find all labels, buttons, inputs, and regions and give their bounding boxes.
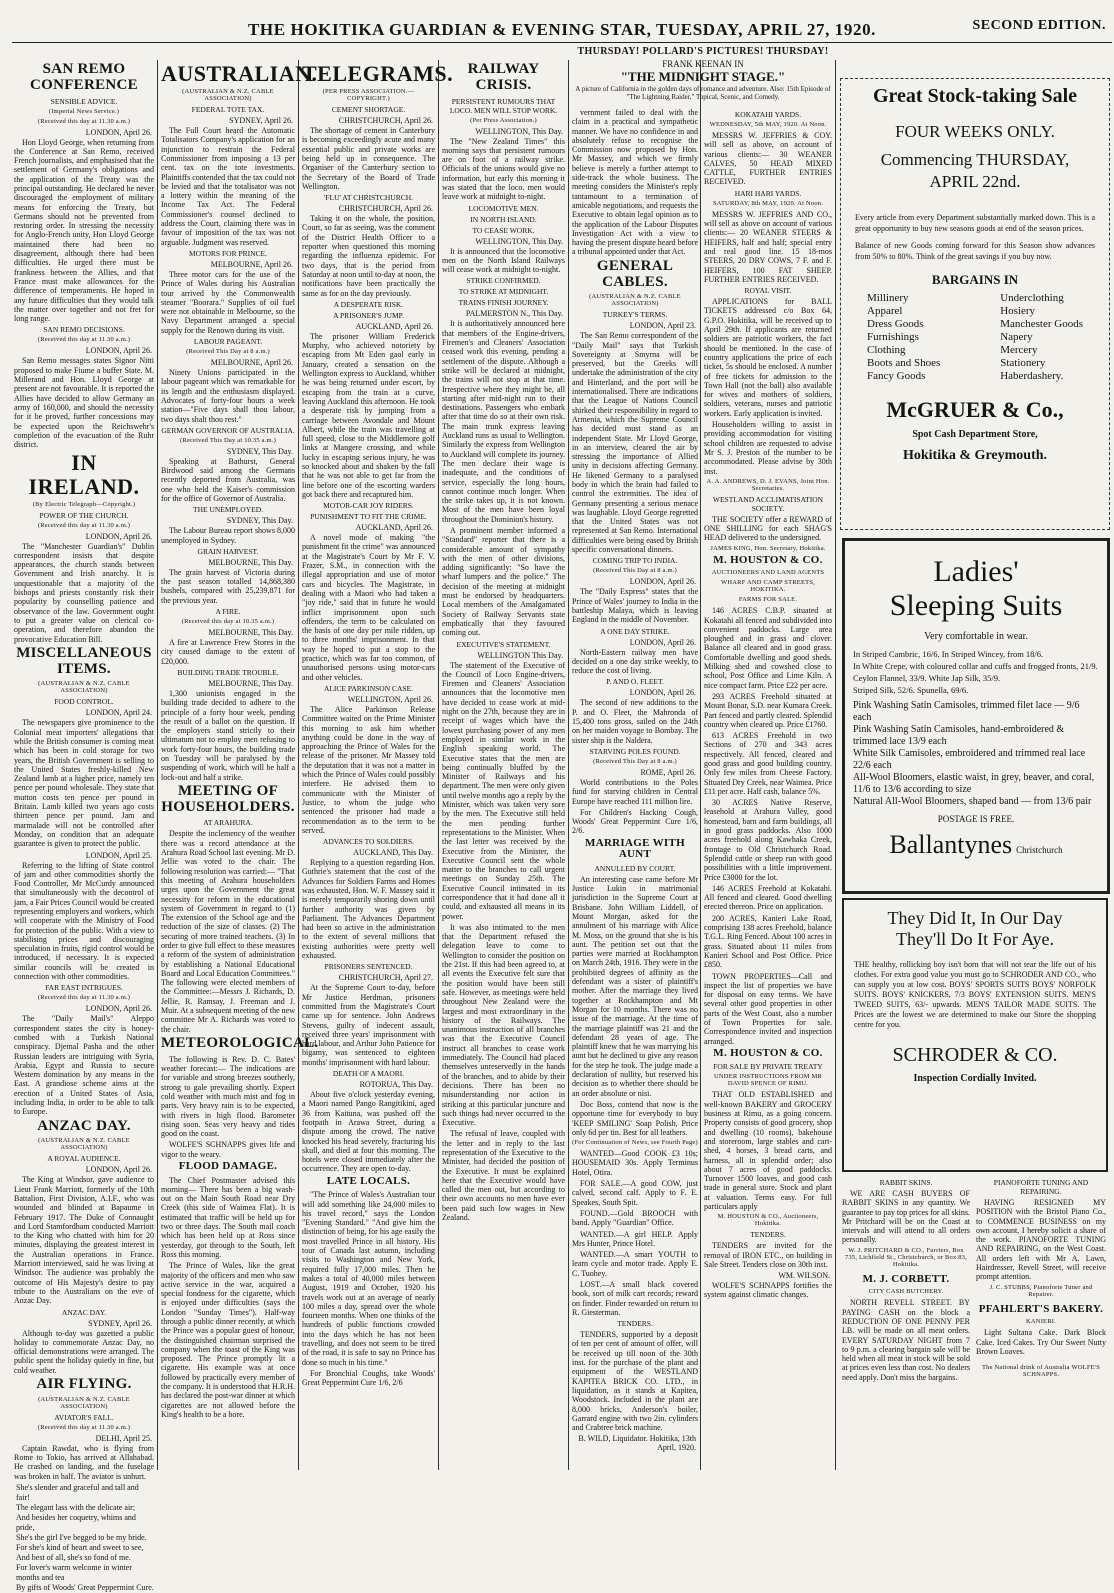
dateline: ROME, April 26. — [640, 767, 696, 777]
dateline: LONDON, April 23. — [629, 321, 696, 331]
subheadline: ROYAL VISIT. — [744, 286, 792, 296]
dateline: WELLINGTON, April 26. — [347, 694, 433, 704]
dateline: CHRISTCHURCH, April 26. — [338, 204, 433, 214]
headline: SAN REMO CONFERENCE — [29, 61, 138, 93]
headline: RAILWAY CRISIS. — [467, 61, 540, 93]
continuation-note: (For Continuation of News, see Fourth Page) — [572, 1139, 698, 1147]
ad-text: FRANK KEENAN IN — [662, 59, 744, 69]
ad-item: In White Crepe, with coloured collar and cuffs and frogged fronts, 21/9. — [853, 661, 1098, 671]
ad-item: Pink Washing Satin Camisoles, hand-embroidered & trimmed lace 13/9 each — [853, 724, 1065, 747]
headline: MEETING OF HOUSEHOLDERS. — [161, 782, 295, 815]
bargain-item: Haberdashery. — [1000, 370, 1064, 382]
dateline: PALMERSTON N., This Day. — [465, 309, 563, 319]
bargains-right — [1000, 292, 1083, 383]
ad-title: "THE MIDNIGHT STAGE." — [620, 69, 786, 84]
rabbit-skins-ad — [842, 1176, 970, 1476]
ad-text: Light Sultana Cake. Dark Block Cake. Iced Cakes. Try Our Sweet Nutty Brown Loaves. — [976, 1328, 1106, 1356]
article-text: Speaking at Bathurst, General Birdwood said among the Germans recently deported from Australia, was one who held the Kaiser's commission for the office of Governor of Australia. — [161, 456, 295, 503]
headline: AUSTRALIAN. — [161, 61, 318, 86]
pollards-pictures-ad — [572, 46, 834, 101]
column-rule — [157, 60, 158, 1470]
advert-poem — [14, 1483, 154, 1593]
ad-text: KANIERI. — [1026, 1318, 1056, 1326]
article-text: A fire at Lawrence Frew Stores in the city caused damage to the extent of £20,000. — [161, 638, 295, 666]
subheadline: BUILDING TRADE TROUBLE. — [177, 667, 279, 677]
ad-text: A picture of California in the golden days of romance and adventure. Also: 15th Episode of "The Lightning Raider," Topical, Scenic, and Comedy. — [575, 85, 831, 101]
dateline: LONDON, April 26. — [85, 531, 152, 541]
poem-line: By gifts of Woods' Great Peppermint Cure. — [16, 1582, 154, 1592]
subheadline: STRIKE CONFIRMED. — [466, 276, 541, 286]
dateline: LONDON, April 26. — [629, 637, 696, 647]
poem-line: She's slender and graceful and tall and fair! — [16, 1482, 139, 1502]
article-text: The statement of the Executive of the Council of Loco Engine-drivers, Firemen and Cleaners' Association announces that the locomotive men have decided to cease work at mid-night on the 27th, because they are in receipt of wages which have the lowest purchasing power of any men employed in similar work in the English speaking world. The Executive states that the men are being continually bluffed by the Minister of Railways and his department. The men were only given until twelve months ago a reply by the Minister, which was taken very sore by the men. The Executive still held the men pending further representations to the Minister. When the last letter was received by the Executive from the Minister, the Executive Council sent the whole matter to the branches to call urgent meetings on Sunday 25th. The Executive Council intimated in its correspondence that it had done all it could, and exhausted all means in its power. — [442, 660, 565, 921]
article-text: It is announced that the locomotive men on the North Island Railways will cease work at midnight to-night. — [442, 246, 565, 275]
column-rule — [700, 60, 701, 1470]
signature: A. A. ANDREWS, D. J. EVANS, Joint Hon. Secretaries. — [706, 477, 830, 492]
received-time: (Received this day at 11.30 a.m.) — [37, 336, 131, 344]
ad-text: POSTAGE IS FREE. — [937, 814, 1015, 824]
column-1 — [14, 60, 154, 1592]
bargain-item: Apparel — [867, 305, 903, 317]
bargain-item: Boots and Shoes — [867, 357, 941, 369]
subheadline: ANNULLED BY COURT. — [594, 863, 676, 873]
news-service: (Per Press Association.) — [470, 116, 537, 124]
subheadline: TENDERS. — [750, 1230, 786, 1240]
news-service: (Imperial News Service.) — [48, 107, 120, 115]
article-text: Replying to a question regarding Hon. Guthrie's statement that the cost of the Advances for Soldiers Farms and Homes was exhausted, Hon. W. F. Massey said it is merely temporarily shoring down until further authority was given by Parliament. The Advances Department had been so active in the administration to the extent of several millions that existing authorities were pretty well exhausted. — [302, 858, 435, 961]
subheadline: ANZAC DAY. — [61, 1307, 107, 1317]
dateline: WELLINGTON This Day. — [477, 650, 563, 660]
subheadline: WESTLAND ACCLIMATISATION SOCIETY. — [712, 494, 824, 513]
classified-ad: APPLICATIONS for BALL TICKETS addressed c/o Box 64, G.P.O. Hokitika, will be received up to April 29th. If applicants are returned soldiers are patriotic workers, the fact should be mentioned. In the case of country applications the price of each ticket, 5s should be enclosed. A number of free tickets for admission to the Town Hall (not the ball) also available for wives and mothers of soldiers, soldiers, veterans, nurses and patriotic workers. Early application is invited. — [704, 297, 832, 418]
classified-ad: MESSRS W. JEFFRIES AND CO., will sell as above on account of various clients:— 20 WEANER STEERS & HEIFERS, half and half; special entry and real good line. 15 18-mos STEERS, 20 DRY COWS, 7 F. and F. HEIFERS, 100 FAT SHEEP. FURTHER ENTRIES RECEIVED. — [704, 209, 832, 284]
article-text: North-Eastern railway men have decided on a one day strike weekly, to reduce the cost of living. — [572, 647, 698, 676]
dateline: SYDNEY, This Day. — [226, 446, 293, 456]
news-service: (AUSTRALIAN & N.Z. CABLE ASSOCIATION) — [38, 1137, 130, 1152]
bargain-item: Manchester Goods — [1000, 318, 1083, 330]
subheadline: RABBIT SKINS. — [879, 1178, 933, 1187]
subheadline: FOOD CONTROL. — [54, 697, 114, 707]
classified-ad: WANTED—Good COOK £3 10s; HOUSEMAID 30s. Apply Terminus Hotel, Otira. — [572, 1149, 698, 1177]
bargain-item: Furnishings — [867, 331, 919, 343]
article-text: The San Remo correspondent of the "Daily Mail" says that Turkish Sovereignty at Smyrna will be preserved, but the Greeks will undertake the administration of the city and Hinterland, and the port will be internationalised. There are indications that the League of Nations Council shirked their responsibility in regard to Armenia, which the Supreme Council has decided must stand as an independent State. Mr Lloyd George, in an interview, cleared the air by stressing the importance of Allied unity in decisions affecting Germany. He likened Germany to a paralysed body in which the brain had failed to control the extremities. The idea of Germany presenting a serious menace was laughable. Lloyd George regretted that the United States was not represented at San Remo. International difficulties were being eased by British specific conversational dinners. — [572, 331, 698, 555]
dateline: DELHI, April 25. — [95, 1433, 152, 1443]
classified-ad: TENDERS, supported by a deposit of ten per cent of amount of offer, will be received up till noon of the 30th inst. for the purchase of the plant and equipment of the WESTLAND KAPITEA BRICK CO. LTD., in liquidation, as it stands at Kapitea, Woodstock. Included in the plant are 8,000 bricks, Anderson's boiler, Garrard engine with two 2in. cylinders and Crabtree brick machine. — [572, 1330, 698, 1433]
ad-text: FARMS FOR SALE. — [738, 596, 798, 604]
classified-ad: FOR SALE.—A good COW, just calved, second calf. Apply to F. E. Speakes, South Spit. — [572, 1179, 698, 1207]
classified-ad: THE SOCIETY offer a REWARD of ONE SHILLING for each SHAG'S HEAD delivered to the undersigned. — [704, 514, 832, 543]
ad-title: They'll Do It For Aye. — [895, 929, 1055, 949]
ad-text: Very comfortable in wear. — [924, 631, 1028, 642]
farm-listing: TOWN PROPERTIES—Call and inspect the list of properties we have for disposal on easy terms. We have several other good properties in other parts of the West Coast, also a number of Town Properties for sale. Correspondence invited and inspection arranged. — [704, 971, 832, 1046]
ladies-items — [845, 648, 1107, 808]
received-time: (Received this day at 11.30 a.m.) — [37, 1423, 131, 1431]
subheadline: LABOUR PAGEANT. — [193, 337, 263, 347]
masthead-title: THE HOKITIKA GUARDIAN & EVENING STAR, TUESDAY, APRIL 27, 1920. — [247, 20, 877, 39]
signature: B. WILD, Liquidator. Hokitika, 13th April, 1920. — [578, 1434, 696, 1453]
classified-ad: THAT OLD ESTABLISHED and well-known BAKERY and GROCERY business at Rimu, as a going concern. Property consists of good grocery, shop and dwelling (10 rooms), bakehouse and storeroom, large stables and cart-shed, 4 horses, 3 bread carts, and harness, all in splendid order; also about 7 acres of good paddocks. Turnover 1500 loaves, and good cash trade in general store. Stock and plant at valuation. Terms easy. For full particulars apply — [704, 1090, 832, 1211]
article-text: The "New Zealand Times" this morning says that persistent rumours are on foot of a railway strike. Officials of the unions would give no information, but early this morning it was stated that the loco. men would leave work at midnight to-night. — [442, 136, 565, 202]
subheadline: PIANOFORTE TUNING AND REPAIRING. — [993, 1178, 1089, 1196]
article-text: About five o'clock yesterday evening, a Maori named Pango Rangitikini, aged 36 from Kaituna, was pushed off the footpath in Arawa Street, during a dispute among the crowd. The native knocked his head severely, fracturing his skull, and died at four this morning. The hotels were closed immediately after the occurrence. They are open to-day. — [302, 1090, 435, 1174]
classified-ad: Householders willing to assist in providing accommodation for visiting school children are requested to advise Mr S. J. Preston of the number to be accommodated. Please advise by 30th inst. — [704, 420, 832, 476]
article-text: The Alice Parkinson Release Committee waited on the Prime Minister this morning to ask him whether anything could be done in the way of approaching the Prince of Wales for the release of the prisoner. Mr Massey told the deputation that it was not a matter in which the Prince of Wales could possibly interfere. He advised them to communicate with the Minister of Justice, to whom the judge who sentenced the prisoner had made a recommendation as to the term to be served. — [302, 704, 435, 835]
headline: MARRIAGE WITH AUNT — [585, 836, 685, 861]
article-text: For Children's Hacking Cough, Woods' Great Peppermint Cure 1/6, 2/6. — [572, 807, 698, 836]
subheadline: COMING TRIP TO INDIA. — [592, 556, 678, 566]
subheadline: DEATH OF A MAORI. — [332, 1069, 405, 1079]
ad-banner: THURSDAY! POLLARD'S PICTURES! THURSDAY! — [577, 46, 829, 57]
article-text: Three motor cars for the use of the Prince of Wales during his Australian tour arrived by the Commonwealth steamer "Boorara." Supplies of oil fuel were not obtainable in Melbourne, so the Navy Department arranged a special supply for the Renown during its visit. — [161, 269, 295, 335]
article-text: The Labour Bureau report shows 8,000 unemployed in Sydney. — [161, 526, 295, 545]
ad-text: Commencing THURSDAY, — [880, 150, 1070, 169]
ad-title: Sleeping Suits — [889, 589, 1063, 622]
column-rule — [568, 60, 569, 1470]
dateline: SYDNEY, This Day. — [226, 516, 293, 526]
article-text: Hon Lloyd George, when returning from the Conference at San Remo, received French journalists, and emphasised that the settlement of Germany's obligations and the application of the Treaty was the principal outstanding. He declared he never discouraged the employment of military means for enforcing the Treaty, but Germans should not be prevented from restoring order. In stressing the necessity for Anglo-French unity, Hon Lloyd George maintained there had been no disagreement, although there had been difficulties. He urged there must be frankness between the Allies, and that France must make allowances for the difference of temperaments. He hoped in any future difficulties that they would talk the matter over together and not fret for long range. — [14, 137, 154, 324]
subheadline: A ONE DAY STRIKE. — [600, 626, 670, 636]
ad-title: Great Stock-taking Sale — [872, 85, 1078, 107]
ad-item: Striped Silk, 52/6. Spunella, 69/6. — [853, 685, 969, 695]
subheadline: GRAIN HARVEST. — [197, 546, 259, 556]
dateline: WELLINGTON, This Day. — [475, 126, 563, 136]
store-name: PFAHLERT'S BAKERY. — [978, 1302, 1104, 1315]
subheadline: PERSISTENT RUMOURS THAT LOCO. MEN WILL STOP WORK. — [449, 96, 558, 115]
headline: M. HOUSTON & CO. — [713, 553, 823, 566]
article-text: San Remo messages states Signor Nitti proposed to make Fiume a buffer State. M. Millerand and Hon. Lloyd George at present are not favourable. It is reported the Allies have decided to allow Germany an army of 160,000, and should the necessity for it be proved, further concessions may be expected upon the Reichswehr's completion of the evacuation of the Ruhr district. — [14, 356, 154, 450]
column-rule — [835, 60, 836, 1470]
subheadline: PUNISHMENT TO FIT THE CRIME. — [310, 512, 427, 522]
subheadline: TRAINS FINISH JOURNEY. — [458, 298, 549, 308]
subheadline: MOTOR-CAR JOY RIDERS. — [323, 501, 414, 511]
headline: GENERAL CABLES. — [596, 257, 674, 290]
signature: J. C. STUBBS, Pianoforte Tuner and Repairer. — [989, 1283, 1093, 1298]
subheadline: SENSIBLE ADVICE. — [50, 96, 118, 106]
classified-ad: LOST.—A small black covered book, sort of milk cart records; reward on finder. Finder rewarded on return to R. Giesterman. — [572, 1279, 698, 1317]
poem-line: For she's kind of heart and sweet to see, — [16, 1542, 144, 1552]
subheadline: AVIATOR'S FALL. — [54, 1412, 114, 1422]
article-text: The Full Court heard the Automatic Totalisators Company's application for an injunction to restrain the Federal Commissioner from imposing a 13 per cent. tax on the tote investments. Plaintiffs contended that the tax could not be levied and that the totalisator was not a lottery within the meaning of the Income Tax Act. The Federal Commissioner's counsel declined to address the Court, claiming there was in favour of imposition of the tax was not arguable. Judgment was reserved. — [161, 126, 295, 247]
dateline: MELBOURNE, This Day. — [208, 557, 293, 567]
article-text: Taking it on the whole, the position, Court, so far as seeing, was the comment of the District Health Officer to a reporter when questioned this morning regarding the influenza epidemic. For two days, that is the period from Saturday at noon until to-day at noon, the notifications have been practically the same as for on the day previously. — [302, 214, 435, 298]
dateline: LONDON, April 26. — [629, 577, 696, 587]
article-text: A novel mode of making "the punishment fit the crime" was announced at the Magistrate's Court by Mr F. V. Frazer, S.M., in connection with the illegal appropriation and use of motor cars and bicycles. The Magistrate, in dealing with a Maori who had taken a "joy ride," said that in future he would inflict imprisonment upon such offenders, the term to be calculated on the basis of one day per mile ridden, up to three months' imprisonment. In that way he hoped to put a stop to the practice, which was far too common, of unauthorised persons using motor-cars and other vehicles. — [302, 533, 435, 682]
article-text: For Bronchial Coughs, take Woods' Great Peppermint Cure 1/6, 2/6 — [302, 1368, 435, 1388]
sale-date: SATURDAY, 8th MAY, 1920. At Noon. — [712, 199, 824, 207]
bargain-item: Underclothing — [1000, 292, 1064, 304]
ad-text: CITY CASH BUTCHERY. — [868, 1288, 944, 1296]
dateline: SYDNEY, April 26. — [229, 116, 293, 126]
dateline: MELBOURNE, This Day. — [208, 678, 293, 688]
column-2 — [161, 60, 319, 1470]
bargain-item: Fancy Goods — [867, 370, 926, 382]
subheadline: TO CEASE WORK. — [472, 225, 535, 235]
ad-text: THE healthy, rollicking boy isn't born that will not tear the life out of his clothes. For extra good value you must go to SCHRODER AND CO., who can supply you at low cost. BOYS' SPORTS SUITS BOYS' NORFOLK SUITS. BOYS' KNICKERS, 7/3 BOYS' EXTENSION SUITS. MEN'S TWEED SUITS, 63/- upwards. MEN'S TAILOR MADE SUITS. The Prices are the lowest we are determined to make our Store the shopping centre for you. — [854, 960, 1096, 1029]
bargain-item: Millinery — [867, 292, 909, 304]
ad-text: Hokitika & Greymouth. — [902, 448, 1048, 463]
ad-text: Spot Cash Department Store, — [912, 429, 1038, 440]
mcgruer-sale-ad — [840, 78, 1110, 530]
subheadline: TURKEY'S TERMS. — [602, 310, 668, 320]
ad-item: Ceylon Flannel, 33/9. White Jap Silk, 35/9. — [853, 673, 1001, 683]
bargain-item: Hosiery — [1000, 305, 1036, 317]
subheadline: A PRISONER'S JUMP. — [333, 310, 404, 320]
poem-line: The elegant lass with the delicate air; — [16, 1502, 136, 1512]
dateline: LONDON, April 26. — [85, 1165, 152, 1175]
article-text: 1,300 unionists engaged in the building trade decided to adhere to the principle of a forty hour week, pending the result of a ballot on the question. If the employers stand strictly to their ultimatum not to employ men refusing to work forty-four hours, the building trade on Tuesday will be paralysed by the suspending of work, which will be half a lock-out and half a strike. — [161, 688, 295, 782]
ad-text: APRIL 22nd. — [929, 172, 1021, 191]
subheadline: THE UNEMPLOYED. — [193, 505, 263, 515]
store-name: Ballantynes — [889, 830, 1013, 859]
subheadline: GERMAN GOVERNOR OF AUSTRALIA. — [161, 425, 295, 435]
poem-line: And best of all, she's so fond of me. — [16, 1552, 131, 1562]
ad-text: HAVING RESIGNED MY POSITION with the Bristol Piano Co., to COMMENCE BUSINESS on my own account, I hereby solicit a share of the work. PIANOFORTE TUNING AND REPAIRING, on the West Coast. All orders left with Mr A. Lawn, Hairdresser, Revell Street, will receive prompt attention. — [976, 1198, 1106, 1282]
column-3 — [302, 60, 454, 1470]
article-text: World contributions to the Poles fund for starving children in Central Europe have reached 111 million lire. — [572, 777, 698, 806]
ad-item: Pink Washing Satin Camisoles, trimmed filet lace — 9/6 each — [853, 700, 1080, 723]
subheadline: FEDERAL TOTE TAX. — [191, 105, 265, 115]
article-text: WOLFE'S SCHNAPPS gives life and vigor to the weary. — [161, 1140, 295, 1159]
article-text: "The Prince of Wales's Australian tour will add something like 24,000 miles to his travel record," says the London "Evening Standard." "And give him the distinction of being, for his age easily the most travelled Prince in all history. His tour of Canada last autumn, including visits to Washington and New York, required fully 17,000 miles. Then he makes a total of 40,000 miles between August, 1919 and October, 1920 his travels work out at an average of nearly 100 miles a day, spread over the whole fourteen months. When one thinks of the hundreds of public functions crowded into the days which he has not been travelling, and does not seem to be tired of the road, it is safe to say no Prince has done so much in his time." — [302, 1190, 435, 1367]
dateline: LONDON, April 26. — [85, 346, 152, 356]
signature: JAMES KING, Hon. Secretary, Hokitika. — [710, 544, 826, 552]
poem-line: She's the girl I've begged to be my bride. — [16, 1532, 147, 1542]
ad-title: Ladies' — [933, 555, 1019, 588]
classified-ad: WOLFE'S SCHNAPPS fortifies the system against climatic changes. — [704, 1281, 832, 1300]
column-6 — [704, 108, 832, 1470]
subheadline: FAR EAST INTRIGUES. — [45, 983, 123, 993]
subheadline: A DESPERATE RISK. — [333, 299, 404, 309]
dateline: SYDNEY, April 26. — [88, 1318, 152, 1328]
article-text: The "Manchester Guardian's" Dublin correspondent insists that despite appearances, the church stands between Government and Irish anarchy. It is unquestionable that a majority of the bishops and priests constantly risk their popularity by counselling patience and observance of the law. Government ought to put a greater value on clerical co-operation, and therefore abandon the provocative Education Bill. — [14, 541, 154, 644]
classified-ad: WANTED.—A girl HELP. Apply Mrs Hunter, Prince Hotel. — [572, 1229, 698, 1248]
bargains-list — [841, 292, 1109, 383]
subheadline: KOKATAHI YARDS. — [734, 110, 802, 119]
received-time: (Received This Day at 8 a.m.) — [593, 567, 677, 575]
article-text: vernment failed to deal with the claim in a practical and sympathetic manner. We have no confidence in and absolutely refuse to recognise the Commission now proposed by Hon. Mr Massey, and which we firmly believe is merely a further attempt to side-track the whole business. The meeting considers the Minister's reply tantamount to a termination of amicable negotiations, and requests the Executive to obtain legal opinion as to the application of the Labour Disputes Investigation Act with a view to having the present dispute heard before a tribunal appointed under that Act. — [572, 108, 698, 257]
subheadline: A FIRE. — [215, 607, 241, 617]
classified-ad: WANTED.—A smart YOUTH to learn cycle and motor trade. Apply E. C. Tuohey. — [572, 1250, 698, 1278]
subheadline: PRISONERS SENTENCED. — [324, 962, 413, 972]
ad-title: They Did It, In Our Day — [887, 908, 1063, 928]
received-time: (Received this day at 11.30 a.m.) — [37, 521, 131, 529]
subheadline: SAN REMO DECISIONS. — [43, 325, 125, 335]
store-name: M. J. CORBETT. — [862, 1272, 950, 1285]
signature: M. HOUSTON & CO., Auctioneers, Hokitika. — [717, 1213, 819, 1228]
news-service: (AUSTRALIAN & N.Z. CABLE ASSOCIATION) — [38, 680, 130, 695]
headline: IN IRELAND. — [28, 450, 140, 499]
classified-ad: TENDERS are invited for the removal of IRON ETC., on building in Sale Street. Tenders close on 30th inst. — [704, 1241, 832, 1269]
ad-subtitle: BARGAINS IN — [931, 272, 1019, 287]
classified-ad: MESSRS W. JEFFRIES & COY. will sell as above, on account of various clients:— 30 WEANER CALVES, 50 HEAD MIXED CATTLE, FURTHER ENTRIES RECEIVED. — [704, 131, 832, 187]
article-text: Doc Boss, contend that now is the opportune time for everybody to buy 'KEEP SMILING' Soap Polish, Price only 6d per tin. Best for all leathers. — [572, 1099, 698, 1137]
subheadline: ALICE PARKINSON CASE. — [323, 683, 414, 693]
subheadline: TO STRIKE AT MIDNIGHT. — [458, 287, 549, 297]
dateline: LONDON, April 26. — [85, 1004, 152, 1014]
bargain-item: Dress Goods — [867, 318, 924, 330]
store-name: SCHRODER & CO. — [892, 1044, 1058, 1066]
dateline: LONDON, April 25. — [85, 850, 152, 860]
dateline: ROTORUA, This Day. — [359, 1080, 433, 1090]
dateline: LONDON, April 24. — [85, 708, 152, 718]
article-text: The "Daily Express" states that the Prince of Wales' journey to India in the battleship Malaya, which is leaving England in the middle of November. — [572, 587, 698, 625]
subheadline: LOCOMOTIVE MEN. — [468, 203, 539, 213]
edition-label: SECOND EDITION. — [972, 18, 1106, 33]
dateline: MELBOURNE, April 26. — [210, 259, 293, 269]
bargains-left — [867, 292, 940, 383]
subheadline: ADVANCES TO SOLDIERS. — [322, 837, 415, 847]
subheadline: MOTORS FOR PRINCE. — [188, 248, 267, 258]
bargain-item: Stationery — [1000, 357, 1046, 369]
ad-text: Inspection Cordially Invited. — [913, 1073, 1037, 1084]
article-text: The second of new additions to the P. and O. Fleet, the Mahronda of 15,400 tons gross, sailed on the 24th on her maiden voyage to Bombay. The sister ship is the Naldera. — [572, 698, 698, 745]
farm-listing: 30 ACRES Native Reserve, leasehold at Arahura Valley, good homestead, barn and farm buildings, all in good grass paddocks. Also 1000 acres freehold along Kawhaka Creek, frontage to Old Christchurch Road. Splendid cattle or sheep run with good possibilities with a little improvement. Price £3000 for the lot. — [704, 798, 832, 882]
ad-text: FOUR WEEKS ONLY. — [895, 122, 1055, 141]
signature: W. J. PRITCHARD & CO., Furriers, Box 735, Lichfield St., Christchurch, or Box 83, Hokitika. — [845, 1246, 967, 1268]
signature: WM. WILSON. — [778, 1271, 830, 1281]
headline: M. HOUSTON & CO. — [713, 1046, 823, 1059]
dateline: LONDON, April 26. — [85, 127, 152, 137]
received-time: (Received this day at 10.35 a.m.) — [181, 618, 275, 626]
news-service: (AUSTRALIAN & N.Z. CABLE ASSOCIATION) — [38, 1395, 130, 1410]
ad-text: The National drink of Australia WOLFE'S SCHNAPPS. — [981, 1364, 1101, 1379]
column-rule — [438, 60, 439, 1470]
article-text: The newspapers give prominence to the Colonial meat importers' allegations that while the British consumer is coming meat which has been in cold storage for two years, the British Government is selling to the United States freshly-killed New Zealand lamb at a higher price, namely ten pence per pound wholesale. They state that mutton costs ten pence per pound in Britain. Lamb killed two years ago costs thirteen pence per pound. Jam and marmalade will not be controlled after Monday, on condition that an adequate guarantee is given to protect the public. — [14, 718, 154, 849]
subheadline: TENDERS. — [617, 1319, 653, 1329]
store-name: McGRUER & Co., — [886, 397, 1064, 422]
ad-text: WE ARE CASH BUYERS OF RABBIT SKINS in any quantity. We guarantee to pay top prices for all skins. Mr Pritchard will be on the Coast at intervals and will attend to all orders personally. — [842, 1189, 970, 1245]
poem-line: And besides her coquetry, whims and pride, — [16, 1512, 136, 1532]
headline: LATE LOCALS. — [326, 1174, 411, 1187]
dateline: WELLINGTON, This Day. — [475, 236, 563, 246]
farm-listing: 146 ACRES Freehold at Kokatahi. All fenced and cleared. Good dwelling erected thereon. Price on application. — [704, 883, 832, 912]
ad-text: Every article from every Department substantially marked down. This is a great opportunity to buy new seasons goods at end of the season prices. — [855, 213, 1095, 233]
headline: TELEGRAMS. — [302, 61, 454, 86]
news-service: (By Electric Telegraph—Copyright.) — [32, 500, 136, 508]
article-text: The prisoner William Frederick Murphy, who achieved notoriety by escaping from Mt Eden gaol early in January, created a sensation on the Wellington express to Auckland, whither he was being returned under escort, by escaping from the train at a curve, leaving Auckland this afternoon. He took a desperate risk by jumping from a carriage between Avondale and Mount Albert, while the train was travelling at full speed, close to the Middlemore golf links at Mangere crossing, and while lucky in escaping serious injury, he was so knocked about and shaken by the fall that he was not able to get far from the line before one of the escorting warders got back there and recaptured him. — [302, 331, 435, 499]
subheadline: STARVING POLES FOUND. — [589, 746, 681, 756]
article-text: The "Daily Mail's" Aleppo correspondent states the city is honey-combed with a Turkish National conspiracy. Djemal Pasha and the other Russian leaders are intriguing with Syria, Arabia, Egypt and Russia to secure Western domination by any means in the East. A grandiose scheme aims at the erection of a United States of Asia, including India, in order to be able to talk to Europe. — [14, 1014, 154, 1117]
headline: FLOOD DAMAGE. — [178, 1159, 278, 1172]
subheadline: FOR SALE BY PRIVATE TREATY — [713, 1062, 823, 1072]
subheadline: EXECUTIVE'S STATEMENT. — [456, 639, 551, 649]
dateline: CHRISTCHURCH, April 27. — [338, 973, 433, 983]
column-4 — [442, 60, 565, 1470]
ad-item: White Silk Camisoles, embroidered and trimmed real lace 22/6 each — [853, 748, 1086, 771]
ad-text: NORTH REVELL STREET. BY PAYING CASH on the block a REDUCTION OF ONE PENNY PER LB. will be made on all meat orders. EVERY SATURDAY NIGHT from 7 to 9 p.m. a clearing bargain sale will be held when all meat in stock will be sold at prices even less than cost. No dealers need apply. Don't miss the bargains. — [842, 1298, 970, 1382]
received-time: (Received This Day at 10.35 a.m.) — [179, 436, 276, 444]
headline: MISCELLANEOUS ITEMS. — [16, 644, 152, 677]
farm-listing: 293 ACRES Freehold situated at Mount Bonar, S.D. near Kumara Creek. Part fenced and partly cleared. Splendid country when cleared up. Price £1760. — [704, 691, 832, 729]
news-service: (PER PRESS ASSOCIATION.—COPYRIGHT.) — [322, 88, 415, 103]
article-text: Referring to the lifting of State control of jam and other commodities shortly the Food Controller, Mr McCurdy announced that simultaneously with the decontrol of jam, a Fair Prices Council would be created representing employers and workers, which will cooperate with the Ministry of Food for protection of the public. With a view to stabilising prices and discouraging speculation in fruits, rigid control would be introduced, if necessary. It is expected similar councils will be created in connection with other commodities. — [14, 860, 154, 982]
subheadline: AT ARAHURA. — [203, 818, 253, 828]
article-text: It was also intimated to the men that the Department refused the delegation leave to come to Wellington to consider the position on the 21st. If this had been agreed to, at all events the Executive felt sure that the position would have been still safe. However, as meetings were held throughout New Zealand were the largest and most extraordinary in the history of the Railways. The unanimous instruction of all branches was that the Executive Council instruct all branches to cease work immediately. The Council had placed themselves unreservedly in the hands of the branches, and to abide by their decisions. There has been no misunderstanding nor action in striking at this particular juncture and such things had never occurred to the Executive. — [442, 922, 565, 1128]
store-sign — [845, 830, 1107, 860]
received-time: (Received this day at 11.30 a.m.) — [37, 117, 131, 125]
farm-listing: 613 ACRES Freehold in two Sections of 270 and 343 acres respectively. All fenced, cleared and good grass and good building country. Only few miles from Cheese Factory. Situated Dry Creek, near Waimea. Price £11 per acre. Half cash, balance 5%. — [704, 731, 832, 796]
poem-line: For lover's warm welcome in winter months and tea — [16, 1562, 132, 1582]
news-service: (AUSTRALIAN & N.Z. CABLE ASSOCIATION) — [589, 293, 681, 308]
dateline: CHRISTCHURCH, April 26. — [338, 116, 433, 126]
article-text: The King at Windsor, gave audience to Lieut Frank Marriott, formerly of the 10th Battalion, First Division, A.I.F., who was wounded and blinded at Bapaume in February 1917. The Duke of Connaught and Lord Stamfordham conducted Marriott to the King who chatted with him for 20 minutes, displaying the greatest interest in the Australian operations in France. Marriott interviewed, said he was living at Windsor. The audience was probably the outcome of His Majesty's desire to pay tribute to the Australians on the eve of Anzac Day. — [14, 1175, 154, 1306]
bargain-item: Mercery — [1000, 344, 1038, 356]
store-city: Christchurch — [1016, 845, 1063, 855]
article-text: The Chief Postmaster advised this morning— There has been a big wash-out on the Main South Road near Dry Creek (this side of Waimea Flat). It is estimated that traffic will be held up for two or three days. The South mail coach which has been held up at Ross since yesterday, got through to the South, left Ross this morning. — [161, 1175, 295, 1259]
masthead — [12, 6, 1112, 43]
subheadline: HARI HARI YARDS. — [734, 188, 802, 198]
article-text: The refusal of leave, coupled with the letter and in reply to the last representation of the Executive to the Minister, had decided the position of the Executive. It must be explained here that the Executive would have called the men out, but according to their own accounts no men have ever been paid such low wages in New Zealand. — [442, 1129, 565, 1223]
article-text: Captain Rawdat, who is flying from Rome to Tokio, has arrived at Allahabad. He crashed on landing, and the fuselage was broken in half. The aviator is unhurt. — [14, 1443, 154, 1481]
ad-text: WHARF AND CAMP STREETS, HOKITIKA. — [721, 579, 815, 594]
classified-ad: FOUND.—Gold BROOCH with band. Apply "Guardian" Office. — [572, 1208, 698, 1228]
subheadline: A ROYAL AUDIENCE. — [47, 1154, 121, 1164]
article-text: An interesting case came before Mr Justice Lukin in matrimonial jurisdiction in the Supreme Court at Brisbane. John William Liddell, of Mount Morgan, asked for the annulment of his marriage with Alice M. Moss, on the ground that she is his aunt. The petition set out that the parties were married at Rockhampton on March 24th, 1916. They were in the prohibited degrees of affinity as the defendant was a sister of plaintiff's mother. After the marriage they lived together at Rockhampton and Mt Morgan for 10 months. There was no issue of the marriage. At the time of the marriage plaintiff was 21 and the defendant 28 years of age. The plaintiff knew that he was marrying his aunt but he declined to give any reason for the step he took. The judge made a declaration of nullity, but reserved his decision as to whether there should be an order absolute or nisi. — [572, 874, 698, 1098]
sale-date: WEDNESDAY, 5th MAY, 1920. At Noon. — [709, 121, 827, 128]
article-text: The Prince of Wales, like the great majority of the officers and men who saw active service in the war, acquired a special fondness for the cigarette, which is enjoyed under difficulties (says the London "Sunday Times"). Half-way through a public dinner recently, at which the Prince was a popular guest of honour, the distinguished chairman surprised the company when the toast of the King was proposed. The Prince promptly lit a cigarette. His example was at once followed by practically every member of the company. It is understood that H.R.H. has declared the post-war dinner at which cigarettes are not allowed before the King's health to be a bore. — [161, 1261, 295, 1419]
subheadline: 'FLU' AT CHRISTCHURCH. — [323, 193, 414, 203]
bargain-item: Napery — [1000, 331, 1033, 343]
dateline: AUCKLAND, This Day. — [353, 848, 433, 858]
schroder-ad — [842, 898, 1108, 1172]
headline: ANZAC DAY. — [37, 1117, 131, 1134]
article-text: Ninety Unions participated in the labour pageant which was remarkable for its length and the enthusiasm displayed. Advocates of forty-four hours a week station—"Five days shall thou labour, two days shalt thou rest." — [161, 368, 295, 424]
dateline: AUCKLAND, April 26. — [355, 321, 433, 331]
dateline: MELBOURNE, April 26. — [210, 358, 293, 368]
subheadline: IN NORTH ISLAND. — [470, 214, 537, 224]
article-text: The following is Rev. D. C. Bates' weather forecast:— The indications are for variable and strong breezes southerly, strong to gale prevailing shortly. Expect cold weather with much mist and fog in parts. Very heavy rain is to be expected, with rivers in high flood. Barometer rising soon. Seas very heavy and tides good on the coast. — [161, 1054, 295, 1139]
headline: METEOROLOGICAL. — [161, 1034, 319, 1051]
ad-item: All-Wool Bloomers, elastic waist, in grey, beaver, and coral, 11/6 to 13/6 according to size — [853, 772, 1095, 795]
ad-text: Balance of new Goods coming forward for this Season show advances from 50% to 80%. Think of the great savings if you buy now. — [855, 241, 1095, 261]
received-time: (Received This Day at 8 a.m.) — [186, 348, 270, 356]
article-text: At the Supreme Court to-day, before Mr Justice Herdman, prisoners committed from the Magistrate's Court came up for sentence. John Andrews Stevens, guilty of indecent assault, received three years' imprisonment with hard labour, and Arthur John Patience for bigamy, was sentenced to eighteen months' imprisonment with hard labour. — [302, 983, 435, 1067]
column-rule — [298, 60, 299, 1470]
ad-item: Natural All-Wool Bloomers, shaped band — from 13/6 pair — [853, 796, 1092, 807]
farm-listing: 200 ACRES, Kanieri Lake Road, comprising 138 acres Freehold, balance T.G.L. Ring Fenced. About 100 acres in grass. Situated about 11 miles from Kanieri School and Post Office. Price £850. — [704, 913, 832, 970]
bargain-item: Clothing — [867, 344, 906, 356]
received-time: (Received This Day at 8 a.m.) — [593, 757, 677, 765]
column-5 — [572, 108, 698, 1470]
article-text: A prominent member informed a "Standard" reporter that there is a considerable amount of sympathy with the men of other divisions, adding significantly: "So have the wharf lumpers and the police." The decision of the meeting at midnight must be endorsed by headquarters. Local members of the Amalgamated Society of Railway Servants state emphatically that they favoured coming out. — [442, 526, 565, 638]
ad-item: In Striped Cambric, 16/6. In Striped Wincey, from 18/6. — [853, 649, 1044, 659]
article-text: Despite the inclemency of the weather there was a record attendance at the Arahura Road School last evening. Mr D. Jellie was voted to the chair. The following resolution was carried:— "That this meeting of Arahura householders urges upon the Government the great necessity for reform in the educational system of Government in regard to (1) The extension of the School age and the reduction of the size of classes. (2) The securing of more trained teachers. (3) In order to give full effect to these measures a reform of the system of administration by establishing a National Educational Board and Local Education Committees." The following were elected members of the Committee:—Messrs J. Richards, D. Jellie, R. Ramsay, J. Freeman and J. Muir. At a subsequent meeting of the new committee Mr A. Richards was voted to the chair. — [161, 829, 295, 1034]
subheadline: P. AND O. FLEET. — [606, 677, 664, 687]
subheadline: CEMENT SHORTAGE. — [331, 105, 406, 115]
article-text: The shortage of cement in Canterbury is becoming exceedingly acute and many essential public and private works are being held up in consequence. The Organiser of the Canterbury section to the Secretary of the Board of Trade Wellington. — [302, 126, 435, 191]
pianoforte-ad — [976, 1176, 1106, 1476]
ballantynes-ad — [842, 538, 1110, 894]
dateline: AUCKLAND, April 26. — [355, 523, 433, 533]
article-text: The grain harvest of Victoria during the past season totalled 14,868,380 bushels, compared with 25,239,871 for the previous year. — [161, 567, 295, 605]
dateline: LONDON, April 26. — [629, 688, 696, 698]
news-service: (AUSTRALIAN & N.Z. CABLE ASSOCIATION) — [182, 88, 274, 103]
article-text: Although to-day was gazetted a public holiday to commemorate Anzac Day, no official demonstrations were arranged. The public spent the holiday quietly in fine, but cold weather. — [14, 1328, 154, 1375]
subheadline: POWER OF THE CHURCH. — [39, 510, 129, 520]
dateline: MELBOURNE, This Day. — [208, 628, 293, 638]
farm-listing: 146 ACRES C.B.P. situated at Kokatahi all fenced and subdivided into convenient paddocks. Large area ploughed and in grass and clover. Balance all cleared and in good grass. Comfortable dwelling and good sheds. Milking shed and cowshed close to school, Post Office and Lime Kiln. A nice compact farm. Price £22 per acre. — [704, 606, 832, 690]
received-time: (Received this day at 11.30 a.m.) — [37, 994, 131, 1002]
ad-text: AUCTIONEERS AND LAND AGENTS — [711, 569, 825, 577]
ad-text: UNDER INSTRUCTIONS FROM MR DAVID SPENCE OF RIMU. — [714, 1073, 822, 1088]
article-text: It is authoritatively announced here that members of the Engine-drivers, Firemen's and Cleaners' Association ceased work this evening, pending a settlement of the dispute. Although a strike will be declared at midnight, the trains will not stop at that time. Irrespective where they might be, all starting after mid-night run to their destinations. Passengers who embark after that time do so at their own risk. The main trunk express leaving Auckland runs as usual to Wellington. Similarly the express from Wellington to Auckland will complete its journey. The men declare their wage is inadequate, and the conditions of service, especially the long hours, cannot continue much longer. When the strike takes up, it is not known. Most of the men have been loyal throughout the Dominion's history. — [442, 319, 565, 524]
headline: AIR FLYING. — [36, 1376, 132, 1393]
